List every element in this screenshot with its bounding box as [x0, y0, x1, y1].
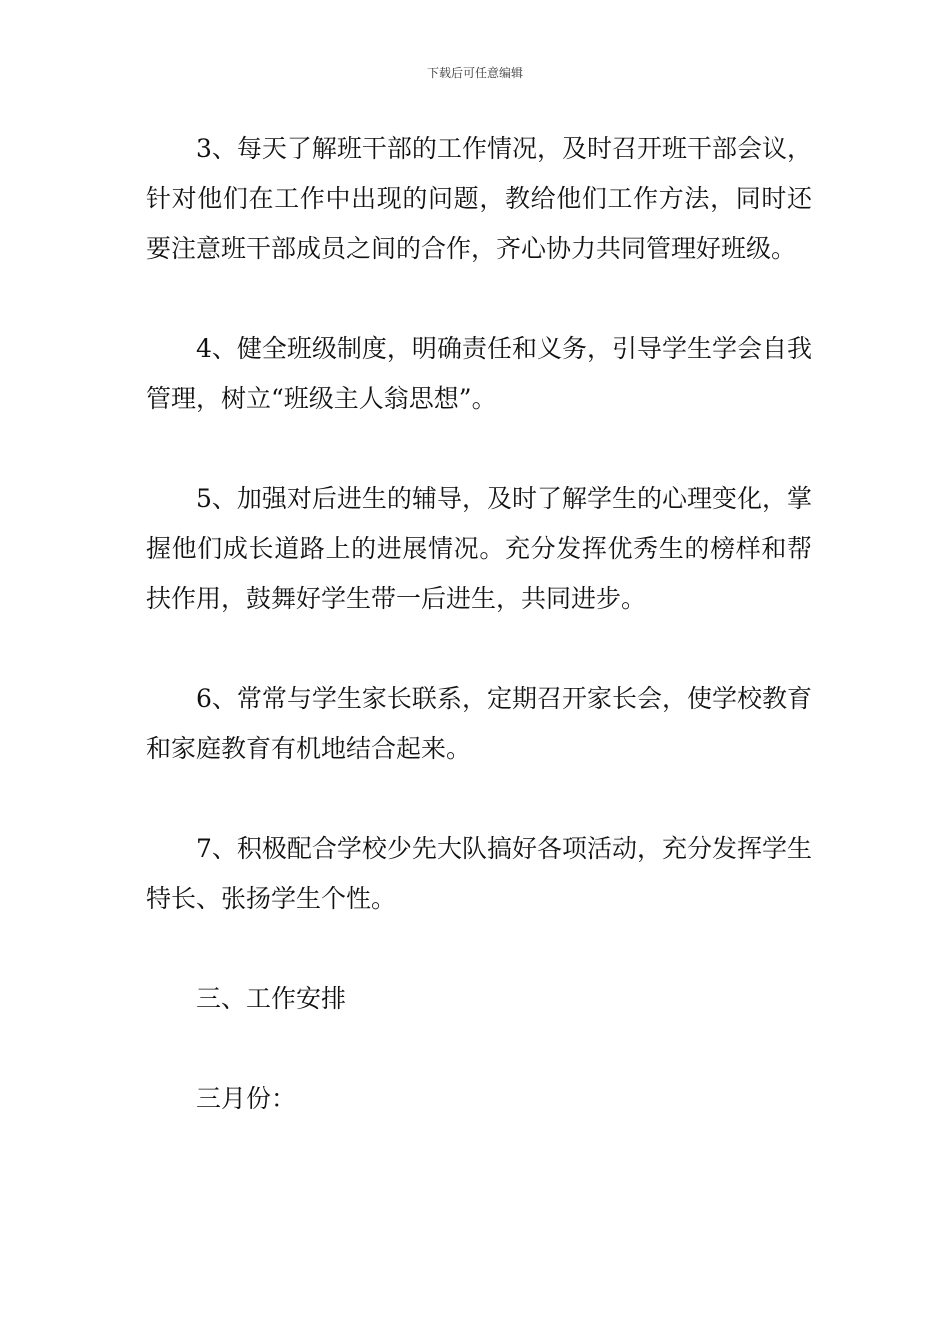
paragraph-gap: [146, 1024, 812, 1074]
paragraph-gap: [146, 624, 812, 674]
paragraph-gap: [146, 424, 812, 474]
paragraph-item-4: 4、健全班级制度，明确责任和义务，引导学生学会自我管理，树立“班级主人翁思想”。: [146, 334, 812, 413]
paragraph-item-3: 3、每天了解班干部的工作情况，及时召开班干部会议，针对他们在工作中出现的问题，教给他们工作方法，同时还要注意班干部成员之间的合作，齐心协力共同管理好班级。: [146, 134, 812, 263]
page-header: 下载后可任意编辑: [426, 66, 523, 80]
paragraph-item-7: 7、积极配合学校少先大队搞好各项活动，充分发挥学生特长、张扬学生个性。: [146, 834, 812, 913]
paragraph-gap: [146, 274, 812, 324]
document-body: [146, 124, 812, 1124]
month-heading: 三月份：: [196, 1084, 297, 1113]
paragraph-gap: [146, 924, 812, 974]
paragraph-item-6: 6、常常与学生家长联系，定期召开家长会，使学校教育和家庭教育有机地结合起来。: [146, 684, 812, 763]
paragraph-item-5: 5、加强对后进生的辅导，及时了解学生的心理变化，掌握他们成长道路上的进展情况。充分发挥优秀生的榜样和帮扶作用，鼓舞好学生带一后进生，共同进步。: [146, 484, 812, 613]
section-heading: 三、工作安排: [196, 984, 347, 1013]
paragraph-gap: [146, 774, 812, 824]
